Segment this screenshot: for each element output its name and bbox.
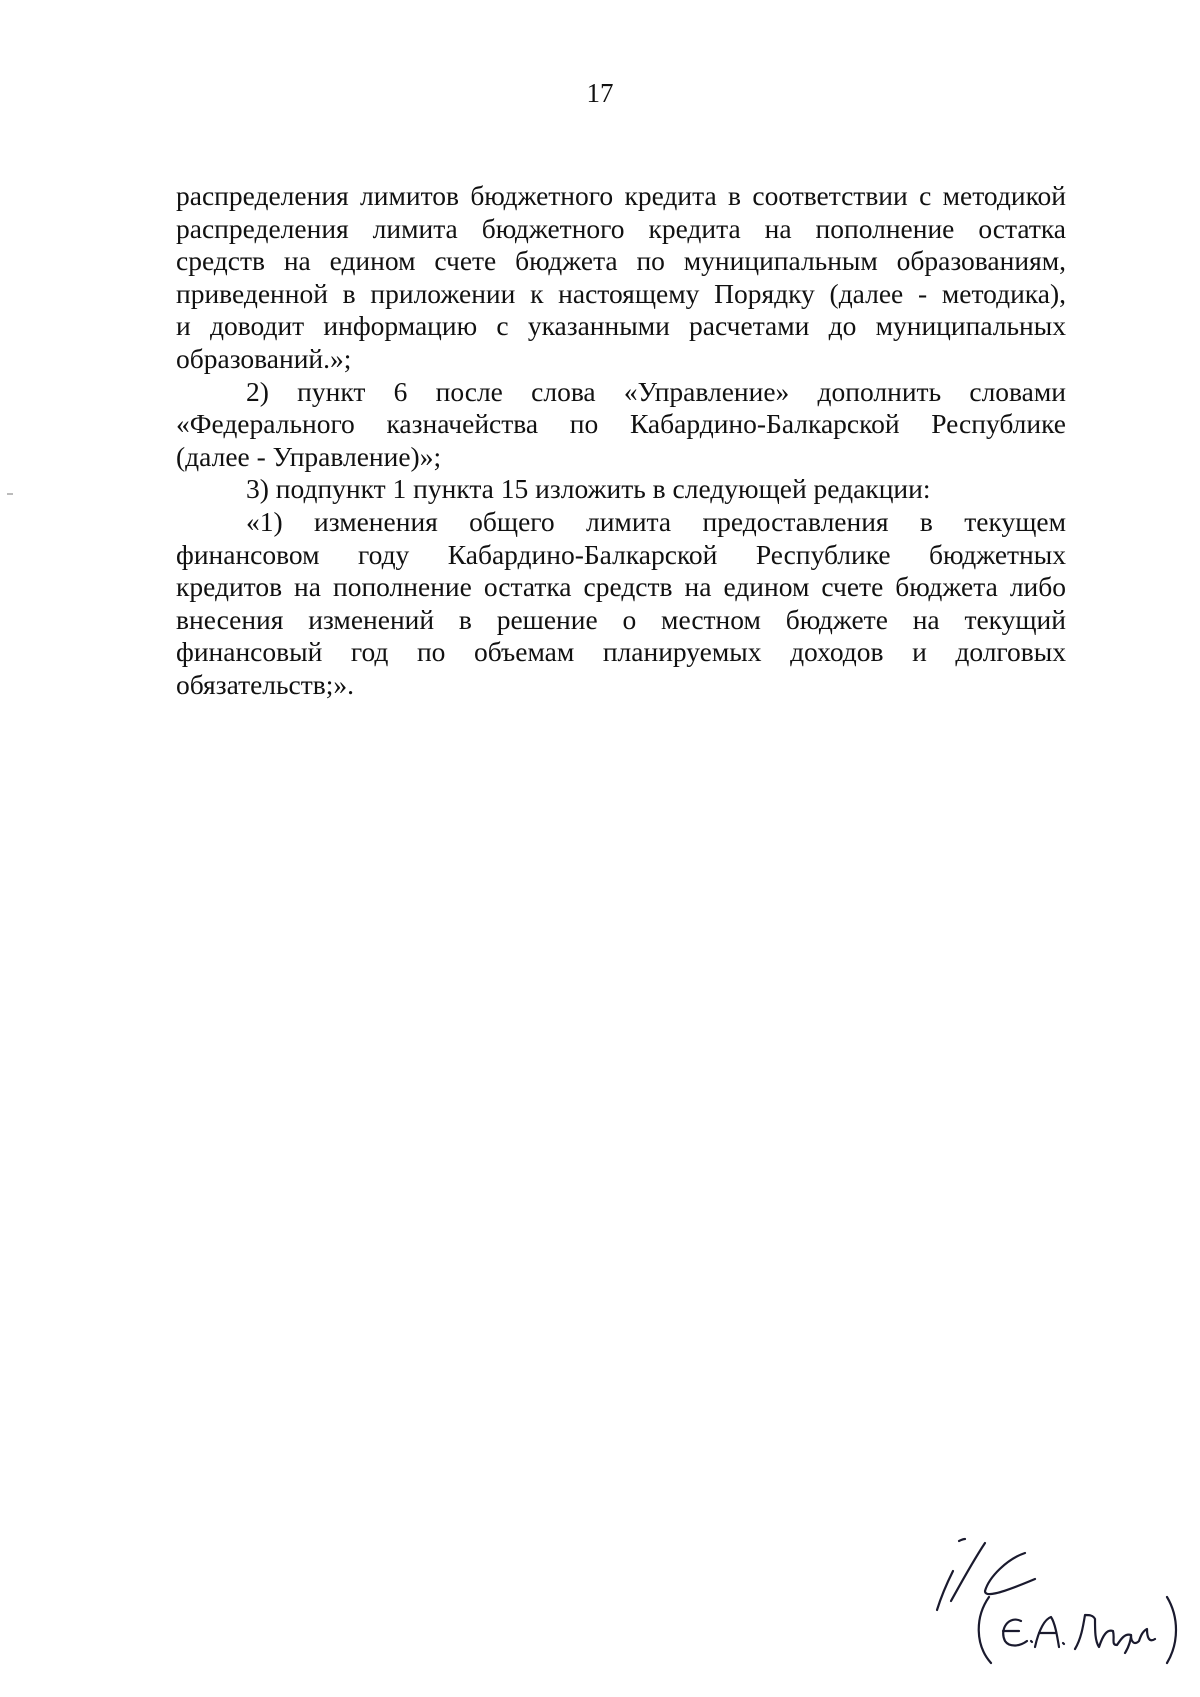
paragraph-item-3 <box>176 473 1066 506</box>
text-line: образований.»; <box>176 342 352 374</box>
handwritten-signature <box>925 1535 1185 1675</box>
document-body <box>176 180 1066 702</box>
text-line: 2) пункт 6 после слова «Управление» дополнить словами <box>246 375 1066 407</box>
text-line: «Федерального казначейства по Кабардино-Балкарской Республике <box>176 408 1066 440</box>
text-line: приведенной в приложении к настоящему Порядку (далее - методика), <box>176 277 1066 309</box>
margin-mark <box>7 493 13 495</box>
signature-stroke <box>985 1553 1035 1594</box>
text-line: 3) подпункт 1 пункта 15 изложить в следующей редакции: <box>246 473 931 505</box>
paragraph-quoted-text <box>176 506 1066 702</box>
text-line: распределения лимитов бюджетного кредита в соответствии с методикой <box>176 180 1066 211</box>
text-line: (далее - Управление)»; <box>176 440 442 472</box>
text-line: финансовом году Кабардино-Балкарской Республике бюджетных <box>176 538 1066 570</box>
text-line: «1) изменения общего лимита предоставления в текущем <box>246 505 1066 537</box>
signature-stroke <box>951 1543 985 1601</box>
signature-stroke <box>1075 1615 1155 1649</box>
text-line: и доводит информацию с указанными расчетами до муниципальных <box>176 310 1066 342</box>
signature-stroke <box>1031 1641 1032 1642</box>
paragraph-continuation <box>176 180 1066 376</box>
page-number: 17 <box>586 78 614 108</box>
text-line: внесения изменений в решение о местном бюджете на текущий <box>176 603 1066 635</box>
text-line: обязательств;». <box>176 668 355 700</box>
text-line: финансовый год по объемам планируемых доходов и долговых <box>176 636 1066 668</box>
text-line: кредитов на пополнение остатка средств на едином счете бюджета либо <box>176 571 1066 603</box>
paragraph-item-2 <box>176 376 1066 474</box>
signature-stroke <box>1063 1643 1064 1644</box>
signature-stroke <box>959 1539 965 1541</box>
signature-stroke <box>937 1571 953 1610</box>
signature-stroke <box>979 1597 991 1663</box>
signature-stroke <box>1125 1635 1131 1653</box>
signature-stroke <box>1003 1620 1027 1646</box>
text-line: распределения лимита бюджетного кредита на пополнение остатка <box>176 212 1066 244</box>
signature-stroke <box>1167 1597 1176 1663</box>
text-line: средств на едином счете бюджета по муниципальным образованиям, <box>176 245 1066 277</box>
